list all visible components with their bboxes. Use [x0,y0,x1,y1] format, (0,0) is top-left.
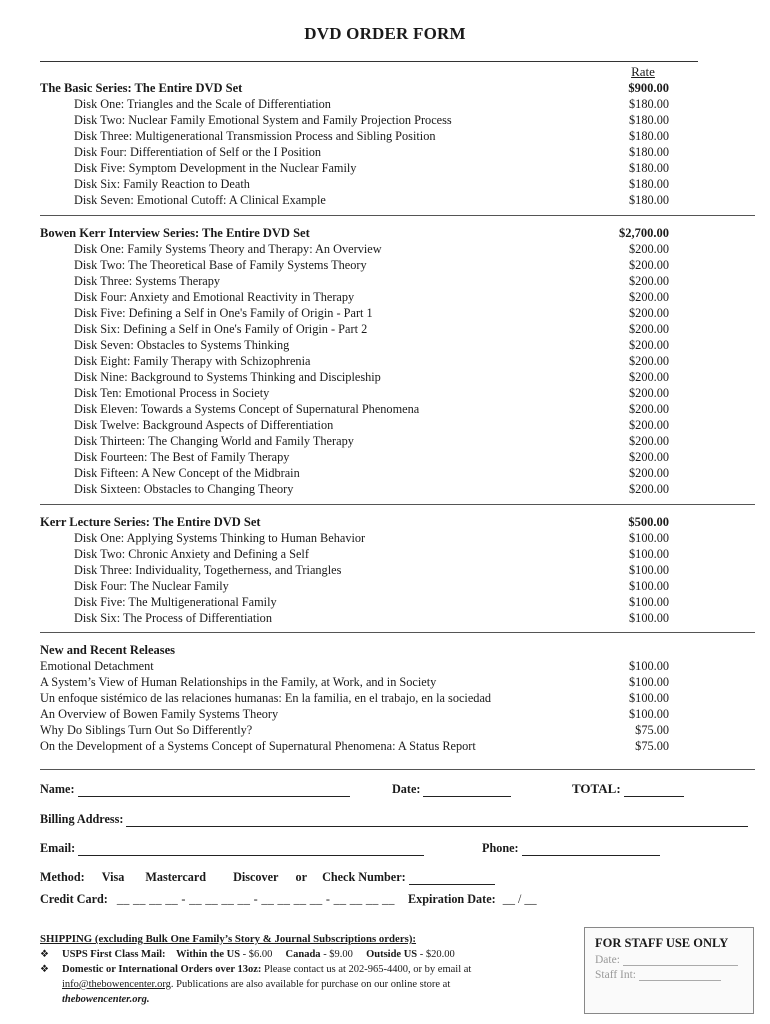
contact-email-link[interactable]: info@thebowencenter.org [62,979,171,990]
interview-item-row [40,465,755,481]
usps-shipping-row [40,947,510,962]
section-divider [40,769,755,770]
basic-item-row [40,96,755,112]
interview-item-title: Disk Nine: Background to Systems Thinking and Discipleship [74,370,381,384]
releases-item-price: $100.00 [629,691,669,705]
interview-item-price: $200.00 [629,306,669,320]
interview-series-section [40,225,755,497]
method-option-mastercard[interactable]: Mastercard [145,870,207,884]
new-releases-heading-row [40,642,755,658]
basic-item-row [40,144,755,160]
releases-item-title: On the Development of a Systems Concept of Supernatural Phenomena: A Status Report [40,739,476,753]
releases-item-row [40,722,755,738]
releases-item-row [40,658,755,674]
check-number-label: Check Number: [322,870,406,884]
interview-item-title: Disk Four: Anxiety and Emotional Reactivity in Therapy [74,290,355,304]
within-us-label: Within the US [176,949,241,960]
interview-item-row [40,449,755,465]
interview-item-title: Disk Fifteen: A New Concept of the Midbrain [74,466,300,480]
lecture-item-price: $100.00 [629,579,669,593]
phone-field[interactable] [522,844,660,856]
within-us-price: - $6.00 [242,949,273,960]
credit-card-label: Credit Card: [40,892,108,906]
total-row [572,781,684,797]
basic-item-price: $180.00 [629,193,669,207]
lecture-item-title: Disk One: Applying Systems Thinking to Human Behavior [74,531,366,545]
basic-item-title: Disk Four: Differentiation of Self or the I Position [74,145,322,159]
basic-item-row [40,128,755,144]
billing-row [40,812,748,827]
lecture-item-row [40,578,755,594]
releases-item-title: A System’s View of Human Relationships in the Family, at Work, and in Society [40,675,437,689]
interview-item-title: Disk One: Family Systems Theory and Therapy: An Overview [74,242,382,256]
basic-item-title: Disk One: Triangles and the Scale of Differentiation [74,97,331,111]
total-label: TOTAL: [572,781,621,796]
interview-item-price: $200.00 [629,466,669,480]
staff-use-box [584,927,754,1014]
expiration-label: Expiration Date: [408,892,496,906]
phone-label: Phone: [482,841,519,855]
intl-contact-text: Please contact us at 202-965-4400, or by email at [264,964,472,975]
basic-item-title: Disk Seven: Emotional Cutoff: A Clinical Example [74,193,326,207]
basic-item-title: Disk Three: Multigenerational Transmission Process and Sibling Position [74,129,436,143]
usps-rates [62,947,455,962]
basic-series-price: $900.00 [628,81,669,95]
lecture-item-row [40,594,755,610]
interview-item-price: $200.00 [629,370,669,384]
date-field[interactable] [423,785,511,797]
method-option-discover[interactable]: Discover [233,870,279,884]
email-field[interactable] [78,844,424,856]
canada-price: - $9.00 [323,949,353,960]
interview-item-price: $200.00 [629,322,669,336]
releases-item-price: $75.00 [635,723,669,737]
form-title: DVD ORDER FORM [304,24,466,43]
payment-method-row [40,870,495,885]
releases-item-price: $100.00 [629,707,669,721]
section-divider [40,632,755,633]
interview-item-row [40,433,755,449]
interview-item-price: $200.00 [629,434,669,448]
lecture-item-row [40,530,755,546]
interview-item-price: $200.00 [629,482,669,496]
interview-series-heading-row [40,225,755,241]
method-label: Method: [40,870,85,884]
basic-series-heading-row [40,80,755,96]
outside-us-label: Outside US [366,949,418,960]
interview-item-title: Disk Six: Defining a Self in One's Family of Origin - Part 2 [74,322,368,336]
interview-item-row [40,273,755,289]
section-divider [40,215,755,216]
interview-item-title: Disk Fourteen: The Best of Family Therapy [74,450,290,464]
interview-item-title: Disk Twelve: Background Aspects of Differentiation [74,418,334,432]
interview-series-price: $2,700.00 [619,226,669,240]
staff-date-field[interactable] [623,955,738,966]
interview-item-row [40,353,755,369]
basic-item-price: $180.00 [629,97,669,111]
online-store-link[interactable]: thebowencenter.org. [62,994,150,1005]
diamond-bullet-icon: ❖ [40,949,49,960]
interview-item-row [40,385,755,401]
interview-item-title: Disk Seven: Obstacles to Systems Thinking [74,338,290,352]
name-label: Name: [40,782,75,796]
interview-item-title: Disk Thirteen: The Changing World and Family Therapy [74,434,354,448]
lecture-item-title: Disk Four: The Nuclear Family [74,579,229,593]
releases-item-title: Why Do Siblings Turn Out So Differently? [40,723,253,737]
basic-item-price: $180.00 [629,129,669,143]
staff-initial-label: Staff Int: [595,969,636,981]
method-option-visa[interactable]: Visa [101,870,125,884]
outside-us-price: - $20.00 [419,949,455,960]
email-row [40,841,424,856]
interview-item-title: Disk Five: Defining a Self in One's Family of Origin - Part 1 [74,306,373,320]
interview-item-row [40,289,755,305]
basic-item-price: $180.00 [629,113,669,127]
total-field[interactable] [624,785,684,797]
lecture-item-title: Disk Six: The Process of Differentiation [74,611,272,625]
interview-item-price: $200.00 [629,274,669,288]
interview-item-price: $200.00 [629,450,669,464]
lecture-series-section [40,514,755,626]
publications-text: . Publications are also available for purchase on our online store at [170,979,451,990]
interview-item-price: $200.00 [629,242,669,256]
interview-item-row [40,337,755,353]
basic-item-row [40,176,755,192]
interview-item-title: Disk Two: The Theoretical Base of Family Systems Theory [74,258,367,272]
basic-item-price: $180.00 [629,145,669,159]
interview-item-price: $200.00 [629,258,669,272]
basic-item-title: Disk Six: Family Reaction to Death [74,177,250,191]
releases-item-title: Emotional Detachment [40,659,154,673]
releases-item-title: Un enfoque sistémico de las relaciones humanas: En la familia, en el trabajo, en la sociedad [40,691,492,705]
phone-row [482,841,660,856]
interview-item-price: $200.00 [629,402,669,416]
interview-item-row [40,417,755,433]
expiration-row [408,892,537,907]
lecture-item-title: Disk Two: Chronic Anxiety and Defining a Self [74,547,309,561]
shipping-info [40,932,510,1007]
releases-item-price: $100.00 [629,659,669,673]
lecture-item-price: $100.00 [629,595,669,609]
releases-item-title: An Overview of Bowen Family Systems Theory [40,707,279,721]
releases-item-row [40,738,755,754]
interview-item-row [40,305,755,321]
diamond-bullet-icon: ❖ [40,964,49,975]
billing-address-field[interactable] [126,815,748,827]
interview-item-title: Disk Eleven: Towards a Systems Concept of Supernatural Phenomena [74,402,420,416]
interview-item-price: $200.00 [629,338,669,352]
title-divider [40,61,698,62]
or-text: or [295,870,308,884]
staff-initial-row [595,969,743,981]
lecture-item-price: $100.00 [629,563,669,577]
rate-column-header: Rate [631,64,655,79]
intl-shipping-text [62,962,510,1007]
lecture-item-row [40,610,755,626]
basic-item-price: $180.00 [629,161,669,175]
expiration-date-field[interactable]: __ / __ [502,892,537,906]
new-releases-section [40,642,755,754]
staff-use-title: FOR STAFF USE ONLY [595,936,729,950]
date-row [392,782,511,797]
releases-item-price: $100.00 [629,675,669,689]
basic-series-heading: The Basic Series: The Entire DVD Set [40,81,243,95]
interview-item-row [40,321,755,337]
releases-item-row [40,690,755,706]
lecture-item-price: $100.00 [629,611,669,625]
intl-label: Domestic or International Orders over 13oz: [62,964,262,975]
basic-item-title: Disk Five: Symptom Development in the Nuclear Family [74,161,357,175]
staff-date-label: Date: [595,954,620,966]
date-label: Date: [392,782,421,796]
interview-item-title: Disk Three: Systems Therapy [74,274,221,288]
lecture-item-price: $100.00 [629,531,669,545]
lecture-item-title: Disk Five: The Multigenerational Family [74,595,277,609]
section-divider [40,504,755,505]
interview-item-price: $200.00 [629,418,669,432]
interview-item-price: $200.00 [629,290,669,304]
basic-item-price: $180.00 [629,177,669,191]
staff-date-row [595,954,743,966]
basic-item-row [40,160,755,176]
interview-item-title: Disk Ten: Emotional Process in Society [74,386,270,400]
interview-item-price: $200.00 [629,354,669,368]
interview-item-title: Disk Sixteen: Obstacles to Changing Theory [74,482,294,496]
lecture-item-price: $100.00 [629,547,669,561]
lecture-item-title: Disk Three: Individuality, Togetherness, and Triangles [74,563,342,577]
interview-item-row [40,257,755,273]
shipping-title: SHIPPING (excluding Bulk One Family’s Story & Journal Subscriptions orders): [40,933,417,945]
email-label: Email: [40,841,76,855]
lecture-item-row [40,562,755,578]
interview-item-row [40,241,755,257]
interview-item-title: Disk Eight: Family Therapy with Schizophrenia [74,354,311,368]
intl-shipping-row [40,962,510,1007]
new-releases-price-blank [579,642,755,658]
lecture-series-price: $500.00 [628,515,669,529]
credit-card-row [40,892,395,907]
interview-series-heading: Bowen Kerr Interview Series: The Entire DVD Set [40,226,310,240]
name-row [40,782,350,797]
releases-item-row [40,674,755,690]
credit-card-number-field[interactable]: __ __ __ __ - __ __ __ __ - __ __ __ __ - __ __ __ __ [116,892,395,906]
lecture-series-heading: Kerr Lecture Series: The Entire DVD Set [40,515,261,529]
releases-item-price: $75.00 [635,739,669,753]
lecture-series-heading-row [40,514,755,530]
basic-item-row [40,112,755,128]
basic-item-row [40,192,755,208]
usps-label: USPS First Class Mail: [62,949,166,960]
interview-item-row [40,369,755,385]
name-field[interactable] [78,785,350,797]
billing-label: Billing Address: [40,812,124,826]
canada-label: Canada [285,949,321,960]
interview-item-price: $200.00 [629,386,669,400]
new-releases-heading: New and Recent Releases [40,643,176,657]
basic-series-section [40,80,755,208]
interview-item-row [40,481,755,497]
basic-item-title: Disk Two: Nuclear Family Emotional System and Family Projection Process [74,113,452,127]
check-number-field[interactable] [409,873,495,885]
staff-initial-field[interactable] [639,970,721,981]
lecture-item-row [40,546,755,562]
interview-item-row [40,401,755,417]
releases-item-row [40,706,755,722]
